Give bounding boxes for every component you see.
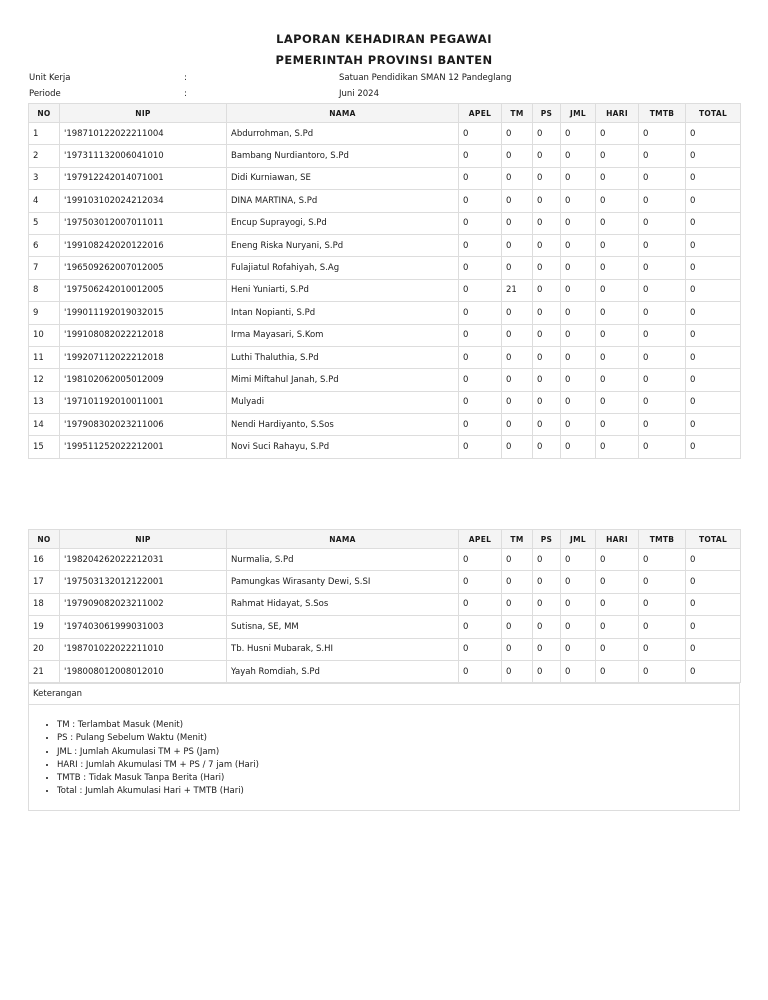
cell-nama: Tb. Husni Mubarak, S.HI <box>227 638 459 660</box>
cell-tm: 0 <box>502 167 533 189</box>
cell-tm: 0 <box>502 391 533 413</box>
cell-nip: '197403061999031003 <box>60 616 227 638</box>
cell-tm: 0 <box>502 145 533 167</box>
table-row <box>29 593 741 615</box>
cell-nip: '197909082023211002 <box>60 593 227 615</box>
cell-nama: Novi Suci Rahayu, S.Pd <box>227 436 459 458</box>
cell-apel: 0 <box>459 212 502 234</box>
table-row <box>29 123 741 145</box>
cell-tm: 21 <box>502 279 533 301</box>
cell-hari: 0 <box>596 369 639 391</box>
cell-tmtb: 0 <box>639 234 686 256</box>
table-row <box>29 436 741 458</box>
cell-apel: 0 <box>459 414 502 436</box>
cell-hari: 0 <box>596 660 639 682</box>
periode-colon: : <box>184 89 187 99</box>
cell-ps: 0 <box>533 279 561 301</box>
cell-tm: 0 <box>502 660 533 682</box>
cell-tmtb: 0 <box>639 593 686 615</box>
cell-hari: 0 <box>596 257 639 279</box>
cell-apel: 0 <box>459 616 502 638</box>
cell-ps: 0 <box>533 616 561 638</box>
cell-nip: '199108082022212018 <box>60 324 227 346</box>
cell-nip: '197311132006041010 <box>60 145 227 167</box>
legend-item: • PS : Pulang Sebelum Waktu (Menit) <box>57 732 739 745</box>
cell-hari: 0 <box>596 212 639 234</box>
cell-tm: 0 <box>502 638 533 660</box>
cell-tmtb: 0 <box>639 324 686 346</box>
cell-jml: 0 <box>561 324 596 346</box>
column-header-tm: TM <box>502 530 533 549</box>
cell-nama: Mimi Miftahul Janah, S.Pd <box>227 369 459 391</box>
cell-nama: Intan Nopianti, S.Pd <box>227 302 459 324</box>
cell-total: 0 <box>686 302 741 324</box>
cell-jml: 0 <box>561 302 596 324</box>
cell-nip: '197908302023211006 <box>60 414 227 436</box>
cell-ps: 0 <box>533 549 561 571</box>
legend-item: • Total : Jumlah Akumulasi Hari + TMTB (Hari) <box>57 785 739 798</box>
cell-nama: Fulajiatul Rofahiyah, S.Ag <box>227 257 459 279</box>
cell-jml: 0 <box>561 145 596 167</box>
cell-apel: 0 <box>459 660 502 682</box>
unit-kerja-value: Satuan Pendidikan SMAN 12 Pandeglang <box>339 73 512 83</box>
table-row <box>29 167 741 189</box>
cell-tmtb: 0 <box>639 571 686 593</box>
cell-apel: 0 <box>459 302 502 324</box>
cell-total: 0 <box>686 167 741 189</box>
cell-ps: 0 <box>533 123 561 145</box>
cell-hari: 0 <box>596 190 639 212</box>
cell-nama: Heni Yuniarti, S.Pd <box>227 279 459 301</box>
cell-ps: 0 <box>533 660 561 682</box>
cell-ps: 0 <box>533 302 561 324</box>
cell-tmtb: 0 <box>639 346 686 368</box>
column-header-tmtb: TMTB <box>639 104 686 123</box>
cell-tm: 0 <box>502 302 533 324</box>
column-header-nama: NAMA <box>227 104 459 123</box>
cell-hari: 0 <box>596 145 639 167</box>
cell-nama: Sutisna, SE, MM <box>227 616 459 638</box>
cell-hari: 0 <box>596 616 639 638</box>
cell-jml: 0 <box>561 660 596 682</box>
column-header-no: NO <box>29 104 60 123</box>
report-subtitle: PEMERINTAH PROVINSI BANTEN <box>275 53 493 67</box>
table-row <box>29 212 741 234</box>
cell-nama: Eneng Riska Nuryani, S.Pd <box>227 234 459 256</box>
cell-total: 0 <box>686 190 741 212</box>
cell-no: 7 <box>29 257 60 279</box>
cell-jml: 0 <box>561 571 596 593</box>
table-header-row <box>29 530 741 549</box>
cell-nama: Didi Kurniawan, SE <box>227 167 459 189</box>
legend-item: • HARI : Jumlah Akumulasi TM + PS / 7 jam (Hari) <box>57 759 739 772</box>
cell-tmtb: 0 <box>639 257 686 279</box>
cell-no: 13 <box>29 391 60 413</box>
attendance-table-page-2 <box>28 529 741 683</box>
cell-jml: 0 <box>561 638 596 660</box>
cell-tmtb: 0 <box>639 123 686 145</box>
cell-no: 15 <box>29 436 60 458</box>
cell-jml: 0 <box>561 234 596 256</box>
cell-ps: 0 <box>533 257 561 279</box>
cell-tm: 0 <box>502 436 533 458</box>
cell-nama: DINA MARTINA, S.Pd <box>227 190 459 212</box>
cell-nip: '198204262022212031 <box>60 549 227 571</box>
column-header-total: TOTAL <box>686 530 741 549</box>
cell-no: 18 <box>29 593 60 615</box>
cell-apel: 0 <box>459 123 502 145</box>
cell-tm: 0 <box>502 616 533 638</box>
legend-heading: Keterangan <box>29 684 739 705</box>
unit-kerja-row <box>29 73 729 87</box>
cell-jml: 0 <box>561 346 596 368</box>
table-row <box>29 638 741 660</box>
cell-total: 0 <box>686 123 741 145</box>
column-header-no: NO <box>29 530 60 549</box>
cell-ps: 0 <box>533 369 561 391</box>
attendance-table-page-1 <box>28 103 741 459</box>
cell-tmtb: 0 <box>639 436 686 458</box>
cell-total: 0 <box>686 279 741 301</box>
cell-total: 0 <box>686 145 741 167</box>
table-row <box>29 324 741 346</box>
column-header-tmtb: TMTB <box>639 530 686 549</box>
cell-no: 2 <box>29 145 60 167</box>
cell-hari: 0 <box>596 549 639 571</box>
cell-hari: 0 <box>596 414 639 436</box>
legend-list <box>29 719 739 799</box>
cell-hari: 0 <box>596 638 639 660</box>
cell-nip: '199207112022212018 <box>60 346 227 368</box>
periode-row <box>29 89 729 103</box>
cell-total: 0 <box>686 571 741 593</box>
cell-ps: 0 <box>533 190 561 212</box>
column-header-hari: HARI <box>596 104 639 123</box>
cell-apel: 0 <box>459 549 502 571</box>
cell-tm: 0 <box>502 212 533 234</box>
cell-no: 19 <box>29 616 60 638</box>
cell-nip: '197101192010011001 <box>60 391 227 413</box>
cell-apel: 0 <box>459 257 502 279</box>
column-header-ps: PS <box>533 104 561 123</box>
cell-nama: Yayah Romdiah, S.Pd <box>227 660 459 682</box>
cell-no: 11 <box>29 346 60 368</box>
cell-nip: '199011192019032015 <box>60 302 227 324</box>
cell-apel: 0 <box>459 167 502 189</box>
cell-tmtb: 0 <box>639 145 686 167</box>
cell-tmtb: 0 <box>639 369 686 391</box>
cell-tm: 0 <box>502 234 533 256</box>
cell-tm: 0 <box>502 257 533 279</box>
cell-nama: Luthi Thaluthia, S.Pd <box>227 346 459 368</box>
cell-no: 20 <box>29 638 60 660</box>
cell-ps: 0 <box>533 638 561 660</box>
table-header-row <box>29 104 741 123</box>
cell-total: 0 <box>686 369 741 391</box>
cell-apel: 0 <box>459 369 502 391</box>
cell-tm: 0 <box>502 593 533 615</box>
cell-hari: 0 <box>596 302 639 324</box>
cell-apel: 0 <box>459 190 502 212</box>
cell-hari: 0 <box>596 436 639 458</box>
cell-tmtb: 0 <box>639 414 686 436</box>
cell-no: 16 <box>29 549 60 571</box>
cell-total: 0 <box>686 234 741 256</box>
cell-hari: 0 <box>596 571 639 593</box>
cell-nip: '197912242014071001 <box>60 167 227 189</box>
column-header-tm: TM <box>502 104 533 123</box>
unit-kerja-colon: : <box>184 73 187 83</box>
cell-total: 0 <box>686 257 741 279</box>
cell-nip: '198701022022211010 <box>60 638 227 660</box>
column-header-total: TOTAL <box>686 104 741 123</box>
column-header-nip: NIP <box>60 530 227 549</box>
cell-apel: 0 <box>459 436 502 458</box>
cell-ps: 0 <box>533 234 561 256</box>
periode-label: Periode <box>29 89 61 99</box>
cell-hari: 0 <box>596 346 639 368</box>
cell-apel: 0 <box>459 279 502 301</box>
cell-tm: 0 <box>502 123 533 145</box>
cell-tmtb: 0 <box>639 549 686 571</box>
cell-apel: 0 <box>459 145 502 167</box>
cell-jml: 0 <box>561 616 596 638</box>
cell-tmtb: 0 <box>639 167 686 189</box>
cell-nama: Rahmat Hidayat, S.Sos <box>227 593 459 615</box>
cell-total: 0 <box>686 414 741 436</box>
legend-item: • JML : Jumlah Akumulasi TM + PS (Jam) <box>57 746 739 759</box>
cell-ps: 0 <box>533 212 561 234</box>
cell-total: 0 <box>686 660 741 682</box>
cell-nip: '198102062005012009 <box>60 369 227 391</box>
cell-jml: 0 <box>561 257 596 279</box>
cell-jml: 0 <box>561 123 596 145</box>
cell-jml: 0 <box>561 279 596 301</box>
cell-hari: 0 <box>596 391 639 413</box>
cell-jml: 0 <box>561 369 596 391</box>
cell-ps: 0 <box>533 414 561 436</box>
cell-total: 0 <box>686 324 741 346</box>
table-row <box>29 234 741 256</box>
cell-tmtb: 0 <box>639 660 686 682</box>
cell-no: 10 <box>29 324 60 346</box>
column-header-jml: JML <box>561 104 596 123</box>
cell-apel: 0 <box>459 571 502 593</box>
cell-nip: '199511252022212001 <box>60 436 227 458</box>
table-row <box>29 257 741 279</box>
cell-hari: 0 <box>596 593 639 615</box>
cell-total: 0 <box>686 638 741 660</box>
cell-nama: Nendi Hardiyanto, S.Sos <box>227 414 459 436</box>
cell-ps: 0 <box>533 593 561 615</box>
legend-box <box>28 683 740 811</box>
cell-tm: 0 <box>502 549 533 571</box>
cell-hari: 0 <box>596 234 639 256</box>
cell-tmtb: 0 <box>639 616 686 638</box>
cell-nip: '198710122022211004 <box>60 123 227 145</box>
cell-ps: 0 <box>533 571 561 593</box>
cell-no: 4 <box>29 190 60 212</box>
cell-tm: 0 <box>502 346 533 368</box>
column-header-nama: NAMA <box>227 530 459 549</box>
table-row <box>29 660 741 682</box>
cell-hari: 0 <box>596 324 639 346</box>
cell-nip: '196509262007012005 <box>60 257 227 279</box>
cell-nama: Nurmalia, S.Pd <box>227 549 459 571</box>
cell-tm: 0 <box>502 369 533 391</box>
column-header-nip: NIP <box>60 104 227 123</box>
table-row <box>29 369 741 391</box>
table-row <box>29 279 741 301</box>
cell-tmtb: 0 <box>639 302 686 324</box>
cell-ps: 0 <box>533 346 561 368</box>
cell-jml: 0 <box>561 167 596 189</box>
cell-apel: 0 <box>459 638 502 660</box>
cell-ps: 0 <box>533 324 561 346</box>
table-row <box>29 145 741 167</box>
cell-no: 21 <box>29 660 60 682</box>
cell-no: 6 <box>29 234 60 256</box>
cell-total: 0 <box>686 346 741 368</box>
table-row <box>29 549 741 571</box>
cell-tmtb: 0 <box>639 391 686 413</box>
cell-total: 0 <box>686 549 741 571</box>
cell-nip: '197503012007011011 <box>60 212 227 234</box>
column-header-ps: PS <box>533 530 561 549</box>
cell-jml: 0 <box>561 212 596 234</box>
cell-nama: Encup Suprayogi, S.Pd <box>227 212 459 234</box>
cell-no: 8 <box>29 279 60 301</box>
cell-hari: 0 <box>596 123 639 145</box>
cell-nip: '197503132012122001 <box>60 571 227 593</box>
legend-item: • TMTB : Tidak Masuk Tanpa Berita (Hari) <box>57 772 739 785</box>
table-row <box>29 302 741 324</box>
cell-apel: 0 <box>459 346 502 368</box>
cell-no: 17 <box>29 571 60 593</box>
cell-total: 0 <box>686 436 741 458</box>
cell-ps: 0 <box>533 391 561 413</box>
cell-jml: 0 <box>561 414 596 436</box>
cell-jml: 0 <box>561 593 596 615</box>
table-row <box>29 414 741 436</box>
cell-hari: 0 <box>596 167 639 189</box>
cell-nip: '198008012008012010 <box>60 660 227 682</box>
cell-jml: 0 <box>561 190 596 212</box>
cell-no: 12 <box>29 369 60 391</box>
cell-no: 14 <box>29 414 60 436</box>
cell-total: 0 <box>686 593 741 615</box>
column-header-jml: JML <box>561 530 596 549</box>
column-header-apel: APEL <box>459 104 502 123</box>
table-row <box>29 346 741 368</box>
cell-tm: 0 <box>502 190 533 212</box>
cell-jml: 0 <box>561 549 596 571</box>
cell-tmtb: 0 <box>639 638 686 660</box>
table-row <box>29 391 741 413</box>
cell-apel: 0 <box>459 593 502 615</box>
cell-nama: Mulyadi <box>227 391 459 413</box>
cell-tmtb: 0 <box>639 279 686 301</box>
cell-nama: Abdurrohman, S.Pd <box>227 123 459 145</box>
cell-tm: 0 <box>502 414 533 436</box>
report-title: LAPORAN KEHADIRAN PEGAWAI <box>276 32 492 46</box>
cell-total: 0 <box>686 616 741 638</box>
cell-nama: Pamungkas Wirasanty Dewi, S.SI <box>227 571 459 593</box>
cell-jml: 0 <box>561 436 596 458</box>
cell-no: 5 <box>29 212 60 234</box>
table-row <box>29 571 741 593</box>
cell-nama: Bambang Nurdiantoro, S.Pd <box>227 145 459 167</box>
table-row <box>29 616 741 638</box>
cell-tm: 0 <box>502 324 533 346</box>
cell-no: 3 <box>29 167 60 189</box>
legend-item: • TM : Terlambat Masuk (Menit) <box>57 719 739 732</box>
cell-ps: 0 <box>533 436 561 458</box>
cell-tmtb: 0 <box>639 190 686 212</box>
cell-no: 1 <box>29 123 60 145</box>
cell-nip: '199103102024212034 <box>60 190 227 212</box>
cell-nip: '197506242010012005 <box>60 279 227 301</box>
cell-no: 9 <box>29 302 60 324</box>
cell-nip: '199108242020122016 <box>60 234 227 256</box>
unit-kerja-label: Unit Kerja <box>29 73 71 83</box>
cell-hari: 0 <box>596 279 639 301</box>
cell-tm: 0 <box>502 571 533 593</box>
periode-value: Juni 2024 <box>339 89 379 99</box>
cell-apel: 0 <box>459 391 502 413</box>
table-row <box>29 190 741 212</box>
cell-ps: 0 <box>533 145 561 167</box>
cell-jml: 0 <box>561 391 596 413</box>
cell-total: 0 <box>686 212 741 234</box>
column-header-hari: HARI <box>596 530 639 549</box>
cell-total: 0 <box>686 391 741 413</box>
cell-apel: 0 <box>459 234 502 256</box>
column-header-apel: APEL <box>459 530 502 549</box>
cell-nama: Irma Mayasari, S.Kom <box>227 324 459 346</box>
cell-tmtb: 0 <box>639 212 686 234</box>
cell-ps: 0 <box>533 167 561 189</box>
cell-apel: 0 <box>459 324 502 346</box>
